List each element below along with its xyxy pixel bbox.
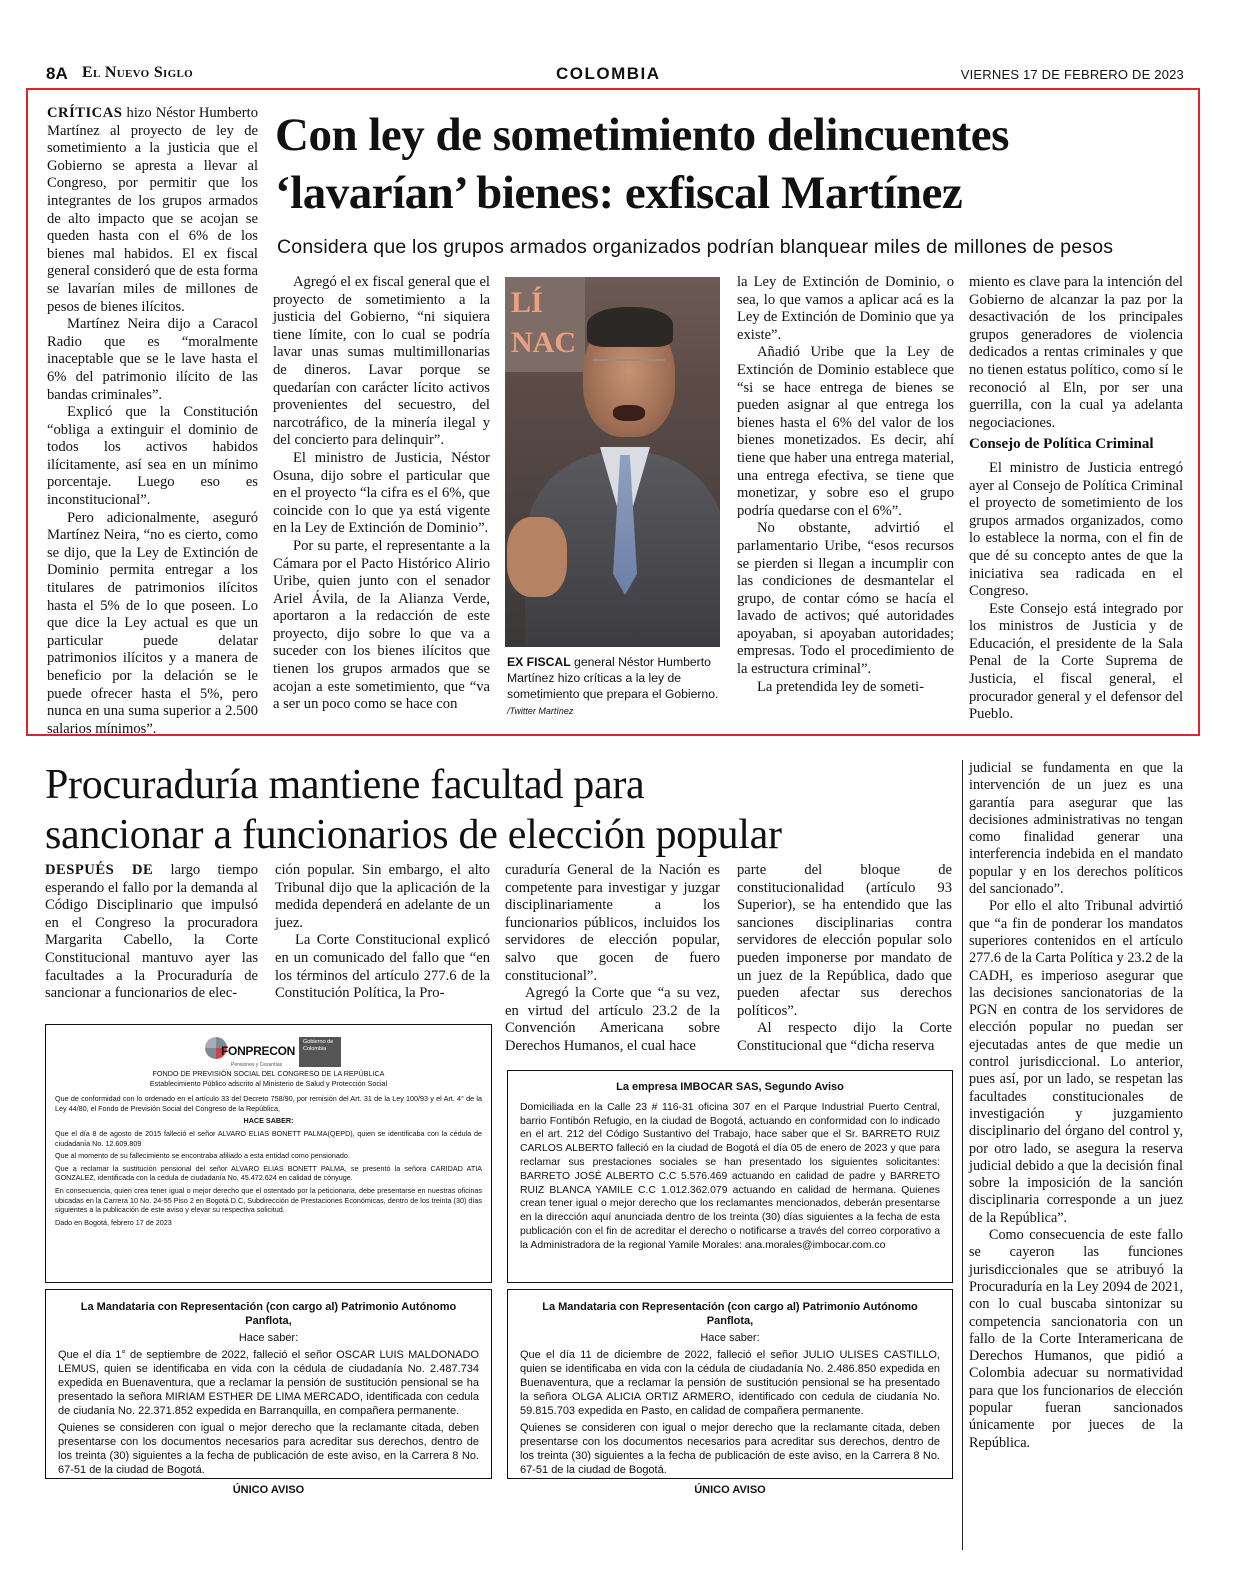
article2-col3 bbox=[505, 862, 720, 1056]
ad-paragraph: Que el día 11 de diciembre de 2022, falleció el señor JULIO ULISES CASTILLO, quien se identificaba en vida con la cédula de ciudadanía No. 2.486.850 expedida en Buenaventura, que a reclamar la pensión de sustitución pensional se ha presentado la señora OLGA ALICIA ORTIZ ARMERO, identificado con cedula de ciudanía No. 59.815.703 expedida en Pasto, en calidad de compañera permanente. bbox=[520, 1349, 940, 1417]
paragraph: No obstante, advirtió el parlamentario Uribe, “esos recursos se pierden si llegan a incumplir con las condiciones de desmantelar el grupo, de contar cómo se hacía el lavado de activos; qué autoridades apoyaban, si apoyaban autoridades; empresas. Todo el procedimiento de la estructura criminal”. bbox=[737, 520, 954, 678]
caption-lead: EX FISCAL bbox=[507, 655, 571, 669]
person-glasses bbox=[593, 359, 665, 375]
paragraph: Al respecto dijo la Corte Constitucional que “dicha reserva bbox=[737, 1020, 952, 1054]
ad-paragraph: Dado en Bogotá, febrero 17 de 2023 bbox=[55, 1217, 172, 1227]
ad-paragraph: Domiciliada en la Calle 23 # 116-31 oficina 307 en el Parque Industrial Puerto Central, barrio Fontibón Refugio, en la ciudad de Bogotá, actuando en conformidad con lo indicado en el art. 212 del Código Sustantivo del Trabajo, hace saber que el Sr. BARRETO RUIZ CARLOS ALBERTO falleció en la ciudad de Bogotá el día 05 de enero de 2023 y que para reclamar sus prestaciones sociales se han presentado los siguientes solicitantes: BARRETO JOSÉ ALBERTO C.C 5.576.469 actuando en calidad de padre y BARRETO RUIZ BLANCA YAMILE C.C 1.012.362.079 actuando en calidad de hermana. Quienes crean tener igual o mejor derecho que los reclamantes mencionados, deberán presentarse en la dirección aquí anunciada dentro de los treinta (30) días siguientes a la fecha de esta publicación con el fin de acreditar el derecho o notificarse a través del correo corporativo a la Administradora de la regional Yamile Morales: ana.morales@imbocar.com.co bbox=[520, 1101, 940, 1251]
paragraph: Agregó la Corte que “a su vez, en virtud del artículo 23.2 de la Convención Americana sobre Derechos Humanos, el cual hace bbox=[505, 985, 720, 1054]
paragraph: la Ley de Extinción de Dominio, o sea, lo que vamos a aplicar acá es la Ley de Extinción de Dominio que ya existe”. bbox=[737, 274, 954, 343]
article1-col2 bbox=[273, 274, 490, 714]
headline-line: Procuraduría mantiene facultad para bbox=[45, 762, 645, 808]
page-number: 8A bbox=[46, 64, 68, 83]
paragraph: La Corte Constitucional explicó en un comunicado del fallo que “en los términos del artículo 277.6 de la Constitución Política, la Pro- bbox=[275, 932, 490, 1002]
person-hair bbox=[587, 307, 673, 347]
paragraph: Como consecuencia de este fallo se cayeron las funciones jurisdiccionales que se atribuyó la Procuraduría en la Ley 2094 de 2021, con lo cual buscaba sintonizar su competencia sancionatoria con un fallo de la Corte Interamericana de Derechos Humanos, que pidió a Colombia adecuar su normatividad para que los funcionarios de elección popular fueran sancionados únicamente por jueces de la República. bbox=[969, 1227, 1183, 1451]
paragraph: Martínez Neira dijo a Caracol Radio que es “moralmente inaceptable que se le lave hasta el 6% del patrimonio ilícito de las bandas criminales”. bbox=[47, 316, 258, 403]
headline-line: sancionar a funcionarios de elección popular bbox=[45, 812, 782, 858]
ad-panflota-1 bbox=[45, 1289, 492, 1496]
paragraph: curaduría General de la Nación es competente para investigar y juzgar disciplinariamente a los funcionarios públicos, incluidos los servidores de elección popular, salvo que gocen de fuero constitucional”. bbox=[505, 862, 720, 984]
article2-col5 bbox=[969, 760, 1183, 1452]
ad-paragraph: Que el día 1° de septiembre de 2022, falleció el señor OSCAR LUIS MALDONADO LEMUS, quien se identificaba en vida con la cédula de ciudadanía No. 2.487.734 expedida en Buenaventura, que a reclamar la pensión de sustitución pensional se ha presentado la señora MIRIAM ESTHER DE LIMA MERCADO, identificada con cedula de ciudanía No. 22.371.852 expedida en Barranquilla, en compañera permanente. bbox=[58, 1349, 479, 1417]
ad-hace-saber: Hace saber: bbox=[238, 1332, 299, 1344]
caption-credit: /Twitter Martínez bbox=[507, 706, 574, 716]
article1-col3 bbox=[737, 274, 954, 696]
person-mouth bbox=[613, 405, 645, 421]
photo-exfiscal bbox=[505, 277, 720, 647]
article2-col1 bbox=[45, 862, 258, 1003]
lead-word: DESPUÉS DE bbox=[45, 862, 154, 878]
paragraph: largo tiempo esperando el fallo por la demanda al Código Disciplinario que impulsó en el Congreso la procuradora Margarita Cabello, la Corte Constitucional mantuvo ayer las facultades a la Procuraduría de sancionar a funcionarios de elec- bbox=[45, 862, 259, 1002]
ad-footer: ÚNICO AVISO bbox=[232, 1484, 305, 1496]
ad-title: La empresa IMBOCAR SAS, Segundo Aviso bbox=[616, 1081, 844, 1093]
paragraph: Este Consejo está integrado por los ministros de Justicia y de Educación, el presidente de la Sala Penal de la Corte Suprema de Justicia, el fiscal general, el procurador general y el defensor del Pueblo. bbox=[969, 600, 1183, 723]
ad-title: La Mandataria con Representación (con cargo al) Patrimonio Autónomo Panflota, bbox=[80, 1301, 457, 1327]
ad-paragraph: Quienes se consideren con igual o mejor derecho que la reclamante citada, deben presentarse con los documentos necesarios para acreditar sus derechos, dentro de los treinta (30) siguientes a la fecha de publicación de este aviso, en la Carrera 8 No. 67-51 de la ciudad de Bogotá. bbox=[520, 1422, 940, 1476]
issue-date: VIERNES 17 DE FEBRERO DE 2023 bbox=[960, 67, 1184, 82]
person-hand bbox=[507, 517, 567, 597]
ad-paragraph: Que el día 8 de agosto de 2015 falleció el señor ALVARO ELIAS BONETT PALMA(QEPD), quien se identificaba con la cédula de ciudadanía No. 12.609.809 bbox=[55, 1128, 482, 1148]
paragraph: Agregó el ex fiscal general que el proyecto de sometimiento a la justicia del Gobierno, “ni siquiera tiene límite, con lo cual se podría lavar unas sumas multimillonarias de dineros. Lavar porque se quedarían con carácter lícito activos provenientes del secuestro, del narcotráfico, de la minería ilegal y del concierto para delinquir”. bbox=[273, 274, 490, 449]
lead-word: CRÍTICAS bbox=[47, 105, 123, 121]
newspaper-name: El Nuevo Siglo bbox=[82, 64, 193, 81]
headline-line: Con ley de sometimiento delincuentes bbox=[275, 109, 1009, 161]
article2-col4 bbox=[737, 862, 952, 1056]
ad-title: FONDO DE PREVISIÓN SOCIAL DEL CONGRESO DE LA REPÚBLICA bbox=[152, 1069, 385, 1078]
ad-fonprecon bbox=[45, 1024, 492, 1283]
article1-subtitle: Considera que los grupos armados organizados podrían blanquear miles de millones de pesos bbox=[277, 236, 1114, 258]
paragraph: Añadió Uribe que la Ley de Extinción de Dominio establece que “si se hace entrega de bienes se pueden asignar al que entrega los bienes hasta el 6% del valor de los bienes monetizados. Es decir, ahí tiene que haber una entrega material, una entrega efectiva, se tiene que monetizar, y sobre eso el grupo podría quedarse con el 6%”. bbox=[737, 344, 954, 519]
section-subheading: Consejo de Política Criminal bbox=[969, 436, 1154, 453]
paragraph: hizo Néstor Humberto Martínez al proyecto de ley de sometimiento a la justicia que el Gobierno se apresta a llevar al Congreso, por permitir que los integrantes de los grupos armados de alto impacto que se acojan se queden hasta con el 6% de los bienes mal habidos. El ex fiscal general consideró que de esta forma se lavarían miles de millones de pesos de bienes ilícitos. bbox=[47, 105, 258, 315]
photo-caption bbox=[507, 654, 719, 719]
section-name: COLOMBIA bbox=[556, 64, 661, 83]
ad-paragraph: En consecuencia, quien crea tener igual o mejor derecho que el ostentado por la peticionaria, debe presentarse en nuestras oficinas ubicadas en la Carrera 10 No. 24-55 Piso 2 en Bogotá D.C, Subdirección de Prestaciones Económicas, dentro de los treinta (30) días siguientes a la publicación de este aviso y elevar su respectiva solicitud. bbox=[55, 1185, 482, 1215]
gov-badge: Gobierno de Colombia bbox=[299, 1037, 341, 1067]
paragraph: El ministro de Justicia, Néstor Osuna, dijo sobre el particular que en el proyecto “la cifra es el 6%, que coincide con lo que ya está vigente en la Ley de Extinción de Dominio”. bbox=[273, 449, 490, 537]
paragraph: El ministro de Justicia entregó ayer al Consejo de Política Criminal el proyecto de sometimiento de los grupos armados organizados, como lo establece la norma, con el fin de que dé su concepto antes de que la iniciativa sea radicada en el Congreso. bbox=[969, 459, 1183, 600]
ad-subtitle: Establecimiento Público adscrito al Ministerio de Salud y Protección Social bbox=[149, 1078, 388, 1088]
paragraph: Explicó que la Constitución “obliga a extinguir el dominio de todos los activos habidos ilícitamente, así sea en un mínimo porcentaje. Luego eso es inconstitucional”. bbox=[47, 404, 258, 509]
fonprecon-logo-text: FONPRECON bbox=[221, 1044, 295, 1058]
ad-footer: ÚNICO AVISO bbox=[694, 1484, 766, 1496]
headline-line: ‘lavarían’ bienes: exfiscal Martínez bbox=[275, 167, 963, 219]
paragraph: judicial se fundamenta en que la intervención de un juez es una garantía para asegurar que las decisiones administrativas no tengan como finalidad generar una interferencia indebida en el mandato popular y en los derechos políticos del sancionado”. bbox=[969, 760, 1183, 898]
article1-col1 bbox=[47, 105, 258, 738]
paragraph: miento es clave para la intención del Gobierno de alcanzar la paz por la desactivación de los principales grupos generadores de violencia dedicados a rentas criminales y que no tienen estatus político, como sí le reconoció al Eln, por ser una guerrilla, con la cual ya adelanta negociaciones. bbox=[969, 274, 1183, 431]
fonprecon-logo-sub: Pensiones y Cesantías bbox=[231, 1062, 283, 1068]
ad-hace-saber: HACE SABER: bbox=[243, 1116, 294, 1126]
ad-imbocar bbox=[507, 1070, 953, 1283]
ad-title: La Mandataria con Representación (con cargo al) Patrimonio Autónomo Panflota, bbox=[542, 1301, 918, 1327]
ad-paragraph: Que a reclamar la sustitución pensional del señor ALVARO ELIAS BONETT PALMA, se presentó la señora CARIDAD ATIA GONZALEZ, identificada con la cédula de ciudadanía No. 45.472.624 en calidad de cónyuge. bbox=[55, 1163, 482, 1183]
ad-paragraph: Que de conformidad con lo ordenado en el artículo 33 del Decreto 758/90, por remisión del Art. 31 de la Ley 100/93 y el Art. 4° de la Ley 44/80, el Fondo de Previsión Social del Congreso de la República, bbox=[55, 1094, 482, 1113]
ad-logo-row bbox=[55, 1035, 482, 1069]
ad-paragraph: Quienes se consideren con igual o mejor derecho que la reclamante citada, deben presentarse con los documentos necesarios para acreditar sus derechos, dentro de los treinta (30) siguientes a la fecha de publicación de este aviso, en la Carrera 8 No. 67-51 de la ciudad de Bogotá. bbox=[58, 1422, 479, 1476]
paragraph: parte del bloque de constitucionalidad (artículo 93 Superior), se ha entendido que las sanciones disciplinarias contra servidores de elección popular solo pueden imponerse por mandato de un juez de la República, dado que pueden afectar sus derechos políticos”. bbox=[737, 862, 952, 1019]
article2-col2 bbox=[275, 862, 490, 1003]
paragraph: La pretendida ley de someti- bbox=[757, 678, 924, 695]
paragraph: Por su parte, el representante a la Cámara por el Pacto Histórico Alirio Uribe, quien junto con el senador Ariel Ávila, de la Alianza Verde, aportaron a la redacción de este proyecto, dijo sobre lo que va a suceder con los bienes ilícitos que tienen los grupos armados que se acojan a este sometimiento, que “va a ser un poco como se hace con bbox=[273, 537, 490, 713]
article1-col4 bbox=[969, 274, 1183, 724]
ad-panflota-2 bbox=[507, 1289, 953, 1496]
paragraph: ción popular. Sin embargo, el alto Tribunal dijo que la aplicación de la medida dependerá en adelante de un juez. bbox=[275, 862, 490, 931]
article2-headline bbox=[45, 760, 955, 860]
paragraph: Pero adicionalmente, aseguró Martínez Neira, “no es cierto, como se dijo, que la Ley de Extinción de Dominio permita entregar a los titulares de patrimonios ilícitos hasta el 5% de lo que poseen. Lo que dice la Ley actual es que un particular puede delatar patrimonios ilícitos y a manera de beneficio por la delación se le puede ofrecer hasta el 5%, pero nunca en una suma superior a 2.500 salarios mínimos”. bbox=[47, 509, 258, 737]
caption-text: general Néstor Humberto Martínez hizo críticas a la ley de sometimiento que prepara el Gobierno. bbox=[507, 655, 719, 701]
photo-background-text: LÍ NAC bbox=[511, 286, 576, 359]
paragraph: Por ello el alto Tribunal advirtió que “a fin de ponderar los mandatos superiores contenidos en el artículo 277.6 de la Carta Política y 23.2 de la CADH, es imperioso asegurar que las decisiones sancionatorias de la PGN en contra de los servidores de elección popular no puedan ser ejecutadas antes de que medie un control jurisdiccional. Lo anterior, pues así, por un lado, se respetan las facultades constitucionales de investigación y juzgamiento disciplinario del órgano del control y, por otro lado, se asegura la reserva judicial debido a que la decisión final sobre la imposición de la sanción disciplinaria corresponde a un juez de la República”. bbox=[969, 898, 1183, 1226]
article1-headline bbox=[275, 106, 1195, 222]
column-divider bbox=[962, 760, 963, 1550]
ad-hace-saber: Hace saber: bbox=[700, 1332, 760, 1344]
ad-paragraph: Que al momento de su fallecimiento se encontraba afiliado a esta entidad como pensionado. bbox=[55, 1151, 350, 1161]
